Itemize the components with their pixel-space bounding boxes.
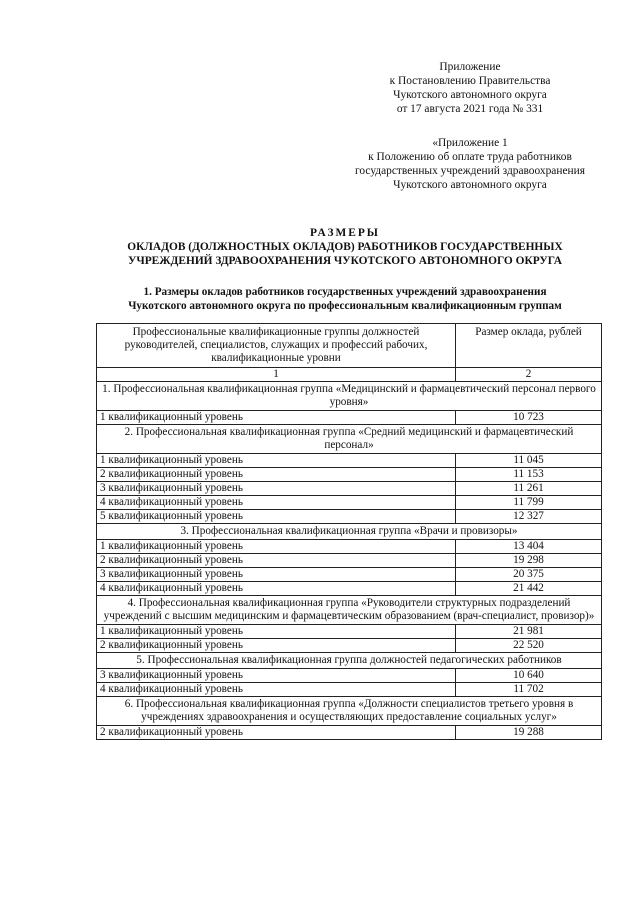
salary-table xyxy=(96,323,602,740)
qualification-level: 4 квалификационный уровень xyxy=(97,496,456,510)
group-title: 5. Профессиональная квалификационная группа должностей педагогических работников xyxy=(97,653,602,669)
table-row xyxy=(97,554,602,568)
salary-value: 11 261 xyxy=(456,482,602,496)
group-title: 3. Профессиональная квалификационная группа «Врачи и провизоры» xyxy=(97,524,602,540)
qualification-level: 2 квалификационный уровень xyxy=(97,726,456,740)
qualification-level: 1 квалификационный уровень xyxy=(97,540,456,554)
group-title: 4. Профессиональная квалификационная группа «Руководители структурных подразделений учреждений с высшим медицинским и фармацевтическим образованием (врач-специалист, провизор)» xyxy=(97,596,602,625)
appendix-1-line: Чукотского автономного округа xyxy=(393,179,547,191)
salary-value: 20 375 xyxy=(456,568,602,582)
salary-value: 19 298 xyxy=(456,554,602,568)
table-row xyxy=(97,639,602,653)
qualification-level: 2 квалификационный уровень xyxy=(97,468,456,482)
appendix-1-line: «Приложение 1 xyxy=(432,137,508,149)
table-row xyxy=(97,540,602,554)
table-row xyxy=(97,510,602,524)
group-title-row xyxy=(97,697,602,726)
salary-value: 11 153 xyxy=(456,468,602,482)
qualification-level: 4 квалификационный уровень xyxy=(97,683,456,697)
group-title: 6. Профессиональная квалификационная группа «Должности специалистов третьего уровня в учреждениях здравоохранения и осуществляющих предоставление социальных услуг» xyxy=(97,697,602,726)
group-title-row xyxy=(97,382,602,411)
appendix-block xyxy=(330,60,610,116)
salary-value: 21 981 xyxy=(456,625,602,639)
qualification-level: 3 квалификационный уровень xyxy=(97,669,456,683)
qualification-level: 3 квалификационный уровень xyxy=(97,482,456,496)
table-header-row xyxy=(97,324,602,368)
salary-value: 11 702 xyxy=(456,683,602,697)
table-row xyxy=(97,669,602,683)
section-title-line: Чукотского автономного округа по профессиональным квалификационным группам xyxy=(128,300,562,312)
group-title-row xyxy=(97,596,602,625)
appendix-1-block xyxy=(330,136,610,192)
column-number-1: 1 xyxy=(97,368,456,382)
group-title-row xyxy=(97,653,602,669)
group-title: 2. Профессиональная квалификационная группа «Средний медицинский и фармацевтический персонал» xyxy=(97,425,602,454)
table-row xyxy=(97,454,602,468)
table-row xyxy=(97,625,602,639)
salary-value: 11 799 xyxy=(456,496,602,510)
salary-value: 19 288 xyxy=(456,726,602,740)
title-line: УЧРЕЖДЕНИЙ ЗДРАВООХРАНЕНИЯ ЧУКОТСКОГО АВТОНОМНОГО ОКРУГА xyxy=(127,255,563,267)
salary-value: 22 520 xyxy=(456,639,602,653)
header-col-salary: Размер оклада, рублей xyxy=(456,324,602,368)
table-row xyxy=(97,496,602,510)
qualification-level: 2 квалификационный уровень xyxy=(97,554,456,568)
salary-value: 11 045 xyxy=(456,454,602,468)
title-main: РАЗМЕРЫ xyxy=(310,227,380,239)
table-row xyxy=(97,582,602,596)
table-row xyxy=(97,468,602,482)
qualification-level: 2 квалификационный уровень xyxy=(97,639,456,653)
appendix-line: к Постановлению Правительства xyxy=(389,75,551,87)
salary-value: 10 640 xyxy=(456,669,602,683)
qualification-level: 1 квалификационный уровень xyxy=(97,625,456,639)
table-row xyxy=(97,726,602,740)
table-column-numbers-row xyxy=(97,368,602,382)
salary-value: 12 327 xyxy=(456,510,602,524)
appendix-line: Чукотского автономного округа xyxy=(393,89,547,101)
salary-value: 10 723 xyxy=(456,411,602,425)
salary-value: 13 404 xyxy=(456,540,602,554)
qualification-level: 5 квалификационный уровень xyxy=(97,510,456,524)
table-row xyxy=(97,683,602,697)
table-row xyxy=(97,568,602,582)
qualification-level: 1 квалификационный уровень xyxy=(97,411,456,425)
appendix-line: от 17 августа 2021 года № 331 xyxy=(396,103,544,115)
appendix-line: Приложение xyxy=(439,61,501,73)
table-row xyxy=(97,411,602,425)
group-title-row xyxy=(97,425,602,454)
table-row xyxy=(97,482,602,496)
section-title-line: 1. Размеры окладов работников государственных учреждений здравоохранения xyxy=(143,286,547,298)
group-title: 1. Профессиональная квалификационная группа «Медицинский и фармацевтический персонал первого уровня» xyxy=(97,382,602,411)
header-col-groups: Профессиональные квалификационные группы должностей руководителей, специалистов, служащих и профессий рабочих, квалификационные уровни xyxy=(97,324,456,368)
qualification-level: 4 квалификационный уровень xyxy=(97,582,456,596)
salary-value: 21 442 xyxy=(456,582,602,596)
section-title xyxy=(88,285,602,313)
appendix-1-line: государственных учреждений здравоохранения xyxy=(355,165,585,177)
qualification-level: 1 квалификационный уровень xyxy=(97,454,456,468)
title-line: ОКЛАДОВ (ДОЛЖНОСТНЫХ ОКЛАДОВ) РАБОТНИКОВ ГОСУДАРСТВЕННЫХ xyxy=(127,241,563,253)
document-title xyxy=(88,226,602,268)
qualification-level: 3 квалификационный уровень xyxy=(97,568,456,582)
group-title-row xyxy=(97,524,602,540)
appendix-1-line: к Положению об оплате труда работников xyxy=(368,151,572,163)
column-number-2: 2 xyxy=(456,368,602,382)
